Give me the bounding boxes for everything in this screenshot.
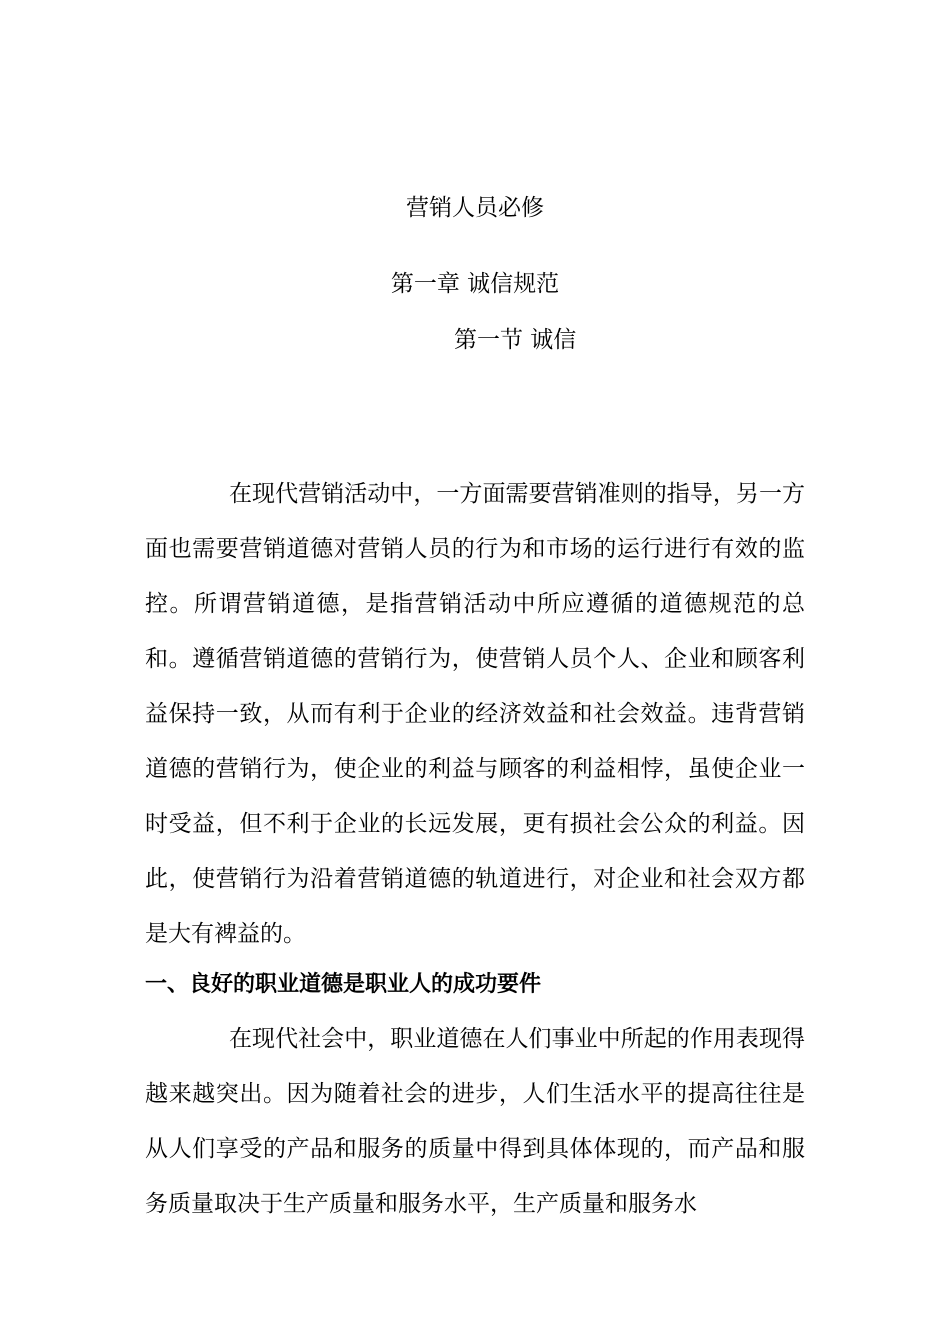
body-paragraph-1: 在现代营销活动中，一方面需要营销准则的指导，另一方面也需要营销道德对营销人员的行为和市场的运行进行有效的监控。所谓营销道德，是指营销活动中所应遵循的道德规范的总和。遵循营销道德的营销行为，使营销人员个人、企业和顾客利益保持一致，从而有利于企业的经济效益和社会效益。违背营销道德的营销行为，使企业的利益与顾客的利益相悖，虽使企业一时受益，但不利于企业的长远发展，更有损社会公众的利益。因此，使营销行为沿着营销道德的轨道进行，对企业和社会双方都是大有裨益的。 xyxy=(145,481,805,947)
body-paragraph-2: 在现代社会中，职业道德在人们事业中所起的作用表现得越来越突出。因为随着社会的进步，人们生活水平的提高往往是从人们享受的产品和服务的质量中得到具体体现的，而产品和服务质量取决于生产质量和服务水平，生产质量和服务水 xyxy=(145,1026,805,1217)
document-title: 营销人员必修 xyxy=(406,195,544,221)
section-heading: 第一节 诚信 xyxy=(454,327,577,353)
chapter-heading: 第一章 诚信规范 xyxy=(390,271,560,297)
subheading-1: 一、良好的职业道德是职业人的成功要件 xyxy=(145,972,542,997)
